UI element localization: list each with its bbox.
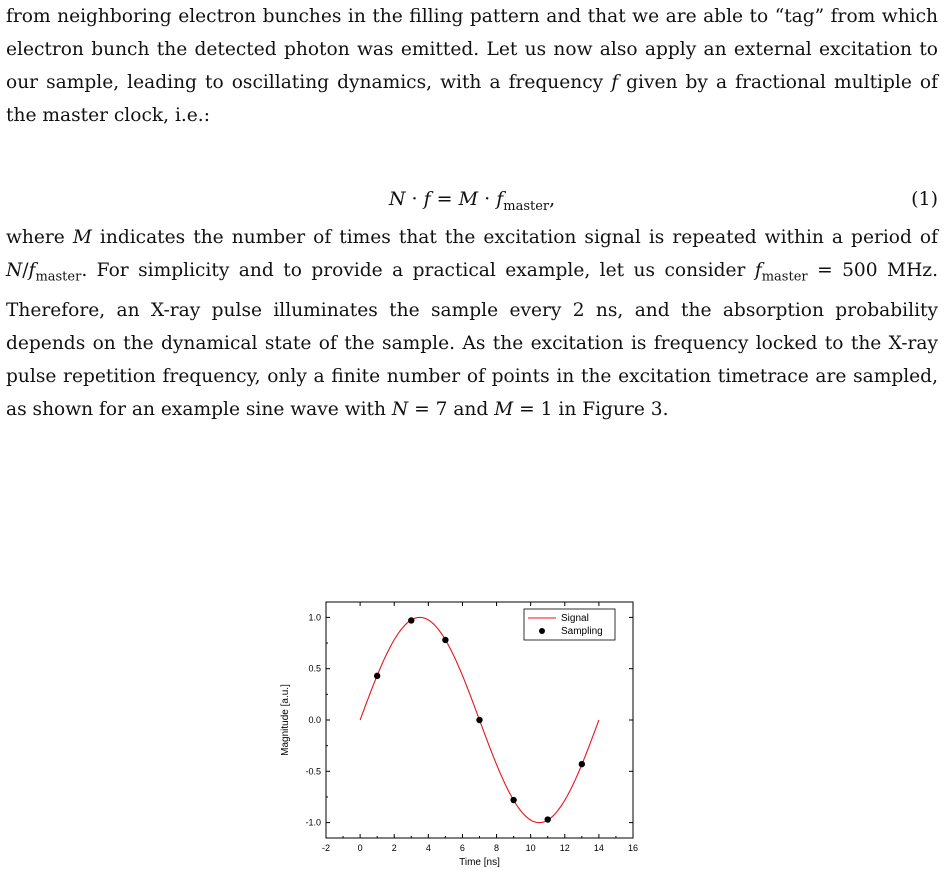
sampling-point [408, 617, 414, 623]
x-tick-label: 4 [425, 843, 431, 853]
x-tick-label: 6 [459, 843, 465, 853]
sine-sampling-chart [270, 588, 660, 868]
x-tick-label: 10 [525, 843, 536, 853]
x-tick-label: 14 [593, 843, 604, 853]
paragraph-2: where M indicates the number of times that the excitation signal is repeated within a period of $N/f_{master}$. For simplicity and to provide a practical example, let us consider $f_{master} = 500$ MHz. Therefore, an X-ray pulse illuminates the sample every 2 ns, and the absorption probability depends on the dynamical state of the sample. As the excitation is frequency locked to the X-ray pulse repetition frequency, only a finite number of points in the excitation timetrace are sampled, as shown for an example sine wave with N = 7 and M = 1 in Figure 3. [6, 227, 939, 420]
x-tick-label: 2 [391, 843, 397, 853]
y-tick-label: 0.5 [308, 663, 321, 674]
sampling-point [374, 673, 380, 679]
equation-number: (1) [911, 188, 938, 210]
sampling-point [442, 637, 448, 643]
legend-sampling-swatch [539, 628, 545, 634]
equation-body: $N \cdot f = M \cdot f_{master}$, [388, 188, 556, 214]
y-tick-label: -0.5 [305, 766, 321, 777]
paragraph-1: from neighboring electron bunches in the filling pattern and that we are able to “tag” from which electron bunch the detected photon was emitted. Let us now also apply an external excitation to our sample, leading to oscillating dynamics, with a frequency f given by a fractional multiple of the master clock, i.e.: [6, 6, 938, 126]
sampling-point [579, 761, 585, 767]
y-tick-label: -1.0 [305, 817, 321, 828]
sampling-point [545, 816, 551, 822]
y-tick-label: 1.0 [308, 612, 321, 623]
y-axis-label: Magnitude [a.u.] [280, 684, 291, 756]
legend-sampling-label: Sampling [561, 626, 603, 637]
x-tick-label: 12 [559, 843, 570, 853]
legend-signal-label: Signal [561, 613, 589, 624]
y-tick-label: 0.0 [308, 715, 321, 725]
x-tick-label: 16 [627, 843, 639, 853]
x-tick-label: 0 [357, 843, 363, 853]
x-tick-label: -2 [321, 843, 331, 853]
sampling-point [510, 797, 516, 803]
x-tick-label: 8 [494, 843, 500, 853]
equation-1 [0, 188, 944, 218]
sampling-point [476, 717, 482, 723]
x-axis-label: Time [ns] [459, 857, 500, 868]
